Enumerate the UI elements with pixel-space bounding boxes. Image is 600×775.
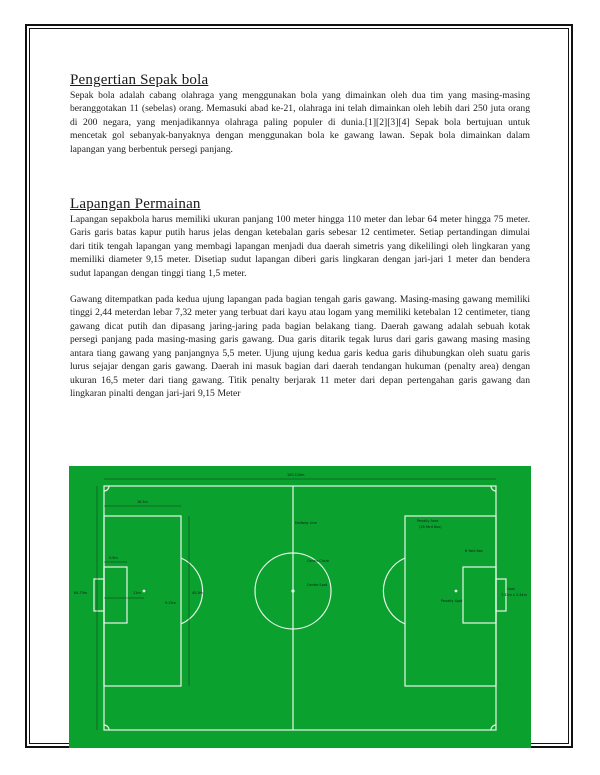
label-penalty-area: Penalty Area	[417, 519, 439, 523]
label-box-width: 40.3m	[192, 591, 203, 595]
penalty-spot-right	[455, 590, 458, 593]
label-width: 64-75m	[74, 591, 88, 595]
centre-spot	[291, 589, 294, 592]
label-spot-distance: 11m	[133, 591, 141, 595]
section-pengertian	[70, 72, 530, 156]
section-paragraph: Sepak bola adalah cabang olahraga yang menggunakan bola yang dimainkan oleh dua tim yang masing-masing beranggotakan 11 (sebelas) orang. Memasuki abad ke-21, olahraga ini telah dimainkan oleh lebih dari 250 juta orang di 200 negara, yang menjadikannya olahraga paling populer di dunia.[1][2][3][4] Sepak bola bertujuan untuk mencetak gol sebanyak-banyaknya dengan menggunakan bola ke gawang lawan. Sepak bola dimainkan dalam lapangan yang berbentuk persegi panjang.	[70, 90, 530, 155]
label-penalty-arc: 9.15m	[165, 601, 176, 605]
label-penalty-area-sub: (18 Yard Box)	[419, 525, 442, 529]
section-paragraph: Lapangan sepakbola harus memiliki ukuran panjang 100 meter hingga 110 meter dan lebar 64 meter hingga 75 meter. Garis garis batas kapur putih harus jelas dengan ketebalan garis sebesar 12 centimeter. Setiap pertandingan dimulai dari titik tengah lapangan yang membagi lapangan menjadi dua daerah simetris yang dikelilingi oleh lingkaran yang memiliki diameter 9,15 meter. Disetiap sudut lapangan diberi garis lingkaran dengan jari-jari 1 meter dan bendera sudut lapangan dengan tinggi tiang 1,5 meter.	[70, 214, 530, 279]
section-lapangan	[70, 196, 530, 400]
field-grass	[69, 466, 531, 748]
label-goal: Goal	[507, 587, 515, 591]
section-paragraph: Gawang ditempatkan pada kedua ujung lapangan pada bagian tengah garis gawang. Masing-masing gawang memiliki tinggi 2,44 meterdan lebar 7,32 meter yang terbuat dari kayu atau logam yang memiliki ketebalan 12 centimeter, tiang gawang dicat putih dan dipasang jaring-jaring pada bagian belakang tiang. Daerah gawang adalah sebuah kotak persegi panjang pada masing-masing garis gawang. Dua garis ditarik tegak lurus dari garis gawang masing masing antara tiang gawang yang panjangnya 5,5 meter. Ujung ujung kedua garis kedua garis dihubungkan oleh suatu garis lurus sejajar dengan garis gawang. Daerah ini masuk bagian dari daerah tendangan hukuman (penalty area) dengan ukuran 16,5 meter dari tiang gawang. Titik penalty berjarak 11 meter dari depan pertengahan garis gawang dan lingkaran pinalti dengan jari-jari 9,15 Meter	[70, 294, 530, 399]
football-field-diagram	[69, 466, 531, 748]
label-goal-area: 6 Yard Box	[465, 549, 483, 553]
section-title: Pengertian Sepak bola	[70, 72, 209, 88]
label-goal-area-length: 5.5m	[109, 556, 118, 560]
label-centre-spot: Centre Spot	[307, 583, 328, 587]
section-title: Lapangan Permainan	[70, 196, 201, 213]
label-goal-size: 7.32m x 2.44m	[501, 593, 527, 597]
label-halfway-line: Halfway Line	[295, 521, 317, 525]
label-penalty-box-length: 16.5m	[137, 500, 148, 504]
penalty-spot-left	[143, 590, 146, 593]
label-penalty-spot: Penalty Spot	[441, 599, 463, 603]
label-centre-circle: Centre Circle	[307, 559, 329, 563]
document-content	[70, 72, 530, 400]
football-field-svg	[69, 466, 531, 748]
label-total-length: 100-110m	[287, 473, 305, 477]
